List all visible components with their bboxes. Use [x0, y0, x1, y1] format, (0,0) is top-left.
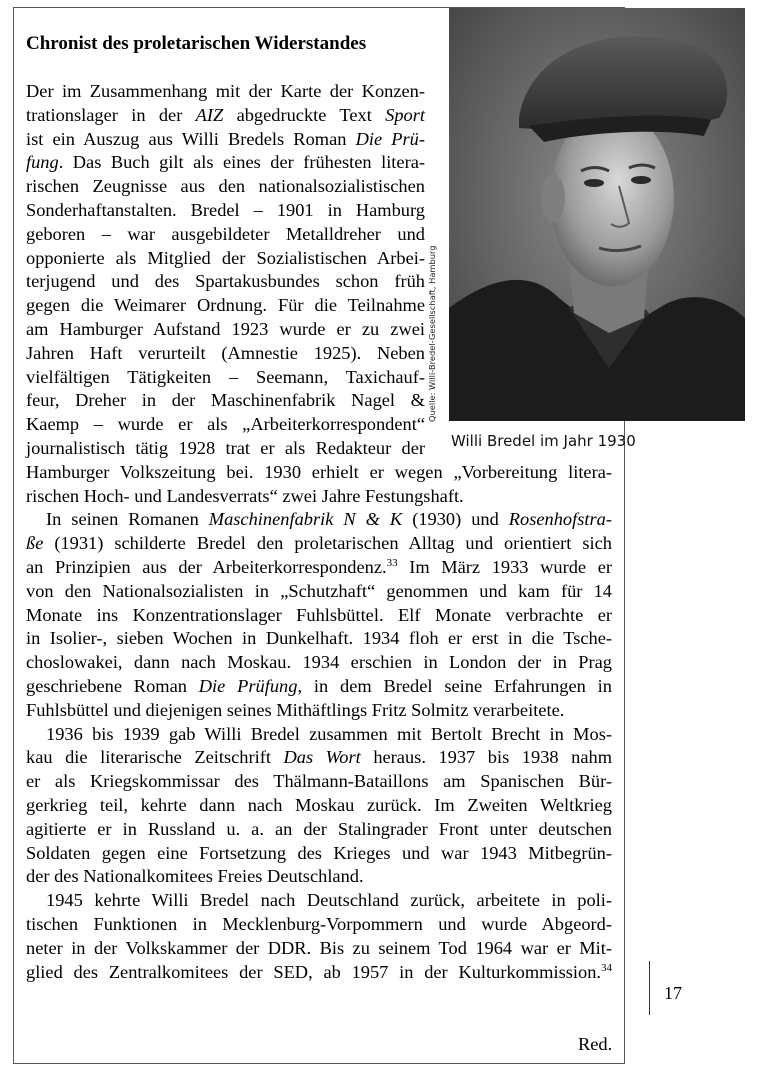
- article-heading: Chronist des proletarischen Widerstandes: [26, 33, 367, 54]
- body-line: rischen Hoch- und Landesverrats“ zwei Jahre Festungshaft.: [26, 485, 464, 506]
- body-line: agitierte er in Russland u. a. an der Stalingrader Front unter deutschen: [26, 818, 612, 839]
- body-line: gerkrieg teil, kehrte dann nach Moskau zurück. Im Zweiten Weltkrieg: [26, 795, 612, 815]
- body-line: glied des Zentralkomitees der SED, ab 1957 in der Kulturkommission.$^{34}$: [26, 961, 612, 982]
- body-line: Fuhlsbüttel und diejenigen seines Mithäftlings Fritz Solmitz verarbeitete.: [26, 699, 565, 720]
- body-line: neter in der Volkskammer der DDR. Bis zu seinem Tod 1964 war er Mit-: [26, 937, 612, 958]
- page-number: 17: [664, 983, 682, 1003]
- portrait-image: [449, 8, 745, 421]
- body-line: feur, Dreher in der Maschinenfabrik Nagel &: [26, 390, 425, 411]
- body-line: choslowakei, dann nach Moskau. 1934 erschien in London der in Prag: [26, 652, 612, 673]
- body-line: journalistisch tätig 1928 trat er als Redakteur der: [26, 438, 425, 458]
- body-line: von den Nationalsozialisten in „Schutzhaft“ genommen und kam für 14: [26, 580, 612, 601]
- body-line: Soldaten gegen eine Fortsetzung des Krieges und war 1943 Mitbegrün-: [26, 842, 612, 863]
- body-line: geschriebene Roman Die Prüfung, in dem Bredel seine Erfahrungen in: [26, 676, 612, 696]
- body-line: vielfältigen Tätigkeiten – Seemann, Taxichauf-: [26, 366, 425, 387]
- body-line: tischen Funktionen in Mecklenburg-Vorpommern und wurde Abgeord-: [26, 914, 612, 934]
- body-line: opponierte als Mitglied der Sozialistischen Arbei-: [26, 247, 425, 268]
- body-line: Jahren Haft verurteilt (Amnestie 1925). Neben: [26, 342, 425, 363]
- body-line: Monate ins Konzentrationslager Fuhlsbüttel. Elf Monate verbrachte er: [26, 604, 612, 625]
- body-line: ist ein Auszug aus Willi Bredels Roman Die Prü-: [26, 128, 425, 149]
- photo-credit: Quelle: Willi-Bredel-Gesellschaft, Hamburg: [427, 245, 437, 422]
- signature: Red.: [578, 1034, 613, 1054]
- body-line: Sonderhaftanstalten. Bredel – 1901 in Hamburg: [26, 200, 425, 220]
- body-line: geboren – war ausgebildeter Metalldreher und: [26, 223, 425, 244]
- body-line: gegen die Weimarer Ordnung. Für die Teilnahme: [26, 295, 425, 316]
- body-line: am Hamburger Aufstand 1923 wurde er zu zwei: [26, 319, 425, 339]
- body-line: rischen Zeugnisse aus den nationalsozialistischen: [26, 176, 425, 197]
- body-line: In seinen Romanen Maschinenfabrik N & K (1930) und Rosenhofstra-: [46, 509, 612, 530]
- photo-caption: Willi Bredel im Jahr 1930: [451, 432, 636, 450]
- body-line: Kaemp – wurde er als „Arbeiterkorrespondent“: [26, 414, 425, 435]
- body-line: an Prinzipien aus der Arbeiterkorrespondenz.$^{33}$ Im März 1933 wurde er: [26, 557, 613, 577]
- body-line: 1936 bis 1939 gab Willi Bredel zusammen mit Bertolt Brecht in Mos-: [46, 723, 612, 744]
- page-number-rule: [649, 961, 650, 1015]
- body-line: trationslager in der AIZ abgedruckte Text Sport: [26, 104, 425, 125]
- body-line: Der im Zusammenhang mit der Karte der Konzen-: [26, 81, 425, 101]
- body-line: terjugend und des Spartakusbundes schon früh: [26, 271, 425, 292]
- body-line: er als Kriegskommissar des Thälmann-Bataillons am Spanischen Bür-: [26, 771, 612, 792]
- body-line: 1945 kehrte Willi Bredel nach Deutschland zurück, arbeitete in poli-: [46, 890, 612, 911]
- body-line: Hamburger Volkszeitung bei. 1930 erhielt er wegen „Vorbereitung litera-: [26, 461, 612, 482]
- body-line: in Isolier-, sieben Wochen in Dunkelhaft. 1934 floh er erst in die Tsche-: [26, 628, 612, 649]
- body-line: fung. Das Buch gilt als eines der frühesten litera-: [26, 152, 425, 173]
- body-line: der des Nationalkomitees Freies Deutschland.: [26, 866, 364, 887]
- body-line: kau die literarische Zeitschrift Das Wort heraus. 1937 bis 1938 nahm: [26, 747, 612, 768]
- portrait-photo: [449, 8, 745, 421]
- body-line: ße (1931) schilderte Bredel den proletarischen Alltag und orientiert sich: [26, 533, 612, 554]
